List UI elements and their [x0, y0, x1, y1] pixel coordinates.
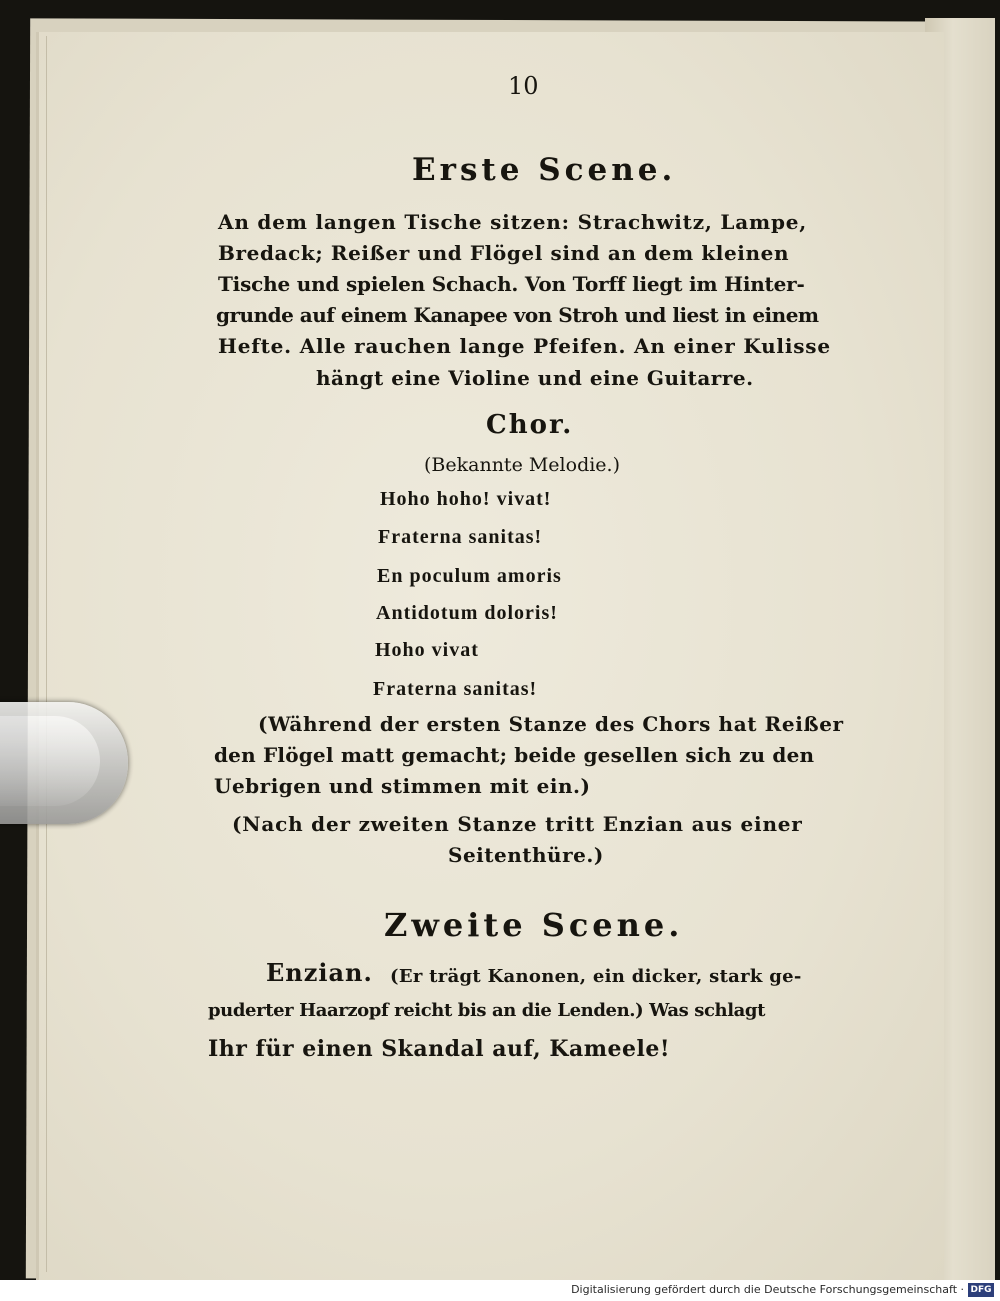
stage-line: Tische und spielen Schach. Von Torff liegt im Hinter-: [218, 272, 805, 296]
stage-line: Hefte. Alle rauchen lange Pfeifen. An einer Kulisse: [218, 334, 831, 358]
scene-two-title: Zweite Scene.: [384, 906, 684, 944]
stage-direction: Seitenthüre.): [448, 843, 604, 867]
verse-line: Fraterna sanitas!: [373, 678, 538, 700]
verse-line: Antidotum doloris!: [376, 602, 558, 624]
dfg-logo: DFG: [968, 1283, 994, 1297]
verse-line: Hoho hoho! vivat!: [380, 488, 552, 510]
page-number: 10: [508, 72, 539, 100]
chorus-melody: (Bekannte Melodie.): [424, 454, 621, 476]
dialogue-line: puderter Haarzopf reicht bis an die Lenden.) Was schlagt: [208, 1000, 766, 1021]
stage-line: Bredack; Reißer und Flögel sind an dem kleinen: [218, 241, 790, 265]
verse-line: Hoho vivat: [375, 639, 479, 661]
stage-direction: den Flögel matt gemacht; beide gesellen sich zu den: [214, 743, 815, 767]
stage-line: An dem langen Tische sitzen: Strachwitz, Lampe,: [218, 210, 808, 234]
stage-line: hängt eine Violine und eine Guitarre.: [316, 366, 754, 390]
verse-line: En poculum amoris: [377, 565, 562, 587]
dialogue-line: (Er trägt Kanonen, ein dicker, stark ge-: [390, 966, 802, 987]
stage-direction: Uebrigen und stimmen mit ein.): [214, 774, 591, 798]
chorus-title: Chor.: [486, 410, 574, 440]
stage-direction: (Nach der zweiten Stanze tritt Enzian aus einer: [232, 812, 803, 836]
stage-direction: (Während der ersten Stanze des Chors hat Reißer: [258, 712, 844, 736]
page-clip: [0, 702, 128, 824]
dialogue-line: Ihr für einen Skandal auf, Kameele!: [208, 1036, 670, 1062]
verse-line: Fraterna sanitas!: [378, 526, 543, 548]
scene-one-title: Erste Scene.: [412, 152, 677, 188]
funding-credit: Digitalisierung gefördert durch die Deutsche Forschungsgemeinschaft ·: [571, 1283, 964, 1296]
stage-line: grunde auf einem Kanapee von Stroh und liest in einem: [216, 303, 819, 327]
speaker-name: Enzian.: [266, 958, 373, 987]
